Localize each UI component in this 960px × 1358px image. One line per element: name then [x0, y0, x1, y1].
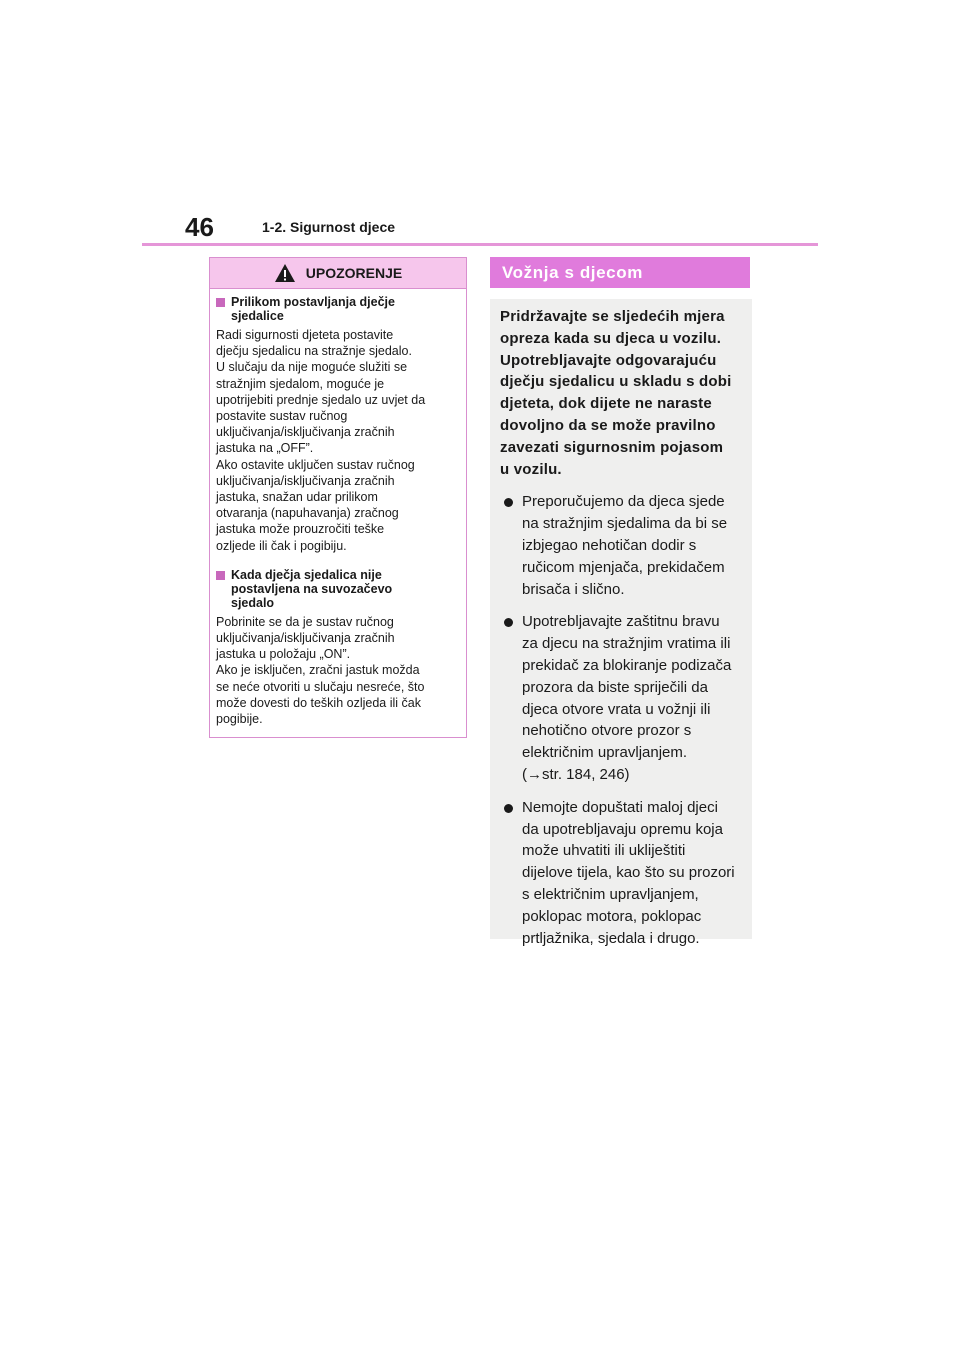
warning-item-heading	[216, 568, 460, 610]
warning-body	[210, 289, 466, 727]
bullet-text: Upotrebljavajte zaštitnu bravu za djecu na stražnjim vratima ili prekidač za blokiranje podizača prozora da biste spriječili da djeca otvore vrata u vožnji ili nehotično otvore prozor s električnim upravljanjem. (→str. 184, 246)	[522, 613, 732, 783]
warning-item-text: Pobrinite se da je sustav ručnog uključivanja/isključivanja zračnih jastuka u položaju „ON”. Ako je isključen, zračni jastuk možda se neće otvoriti u slučaju nesreće, što može dovesti do teških ozljeda ili čak pogibije.	[216, 614, 425, 727]
bullet-text: Nemojte dopuštati maloj djeci da upotrebljavaju opremu koja može uhvatiti ili ukliještiti dijelove tijela, kao što su prozori s električnim upravljanjem, poklopac motora, poklopac prtljažnika, sjedala i drugo.	[522, 798, 735, 947]
bullet-text: Preporučujemo da djeca sjede na stražnjim sjedalima da bi se izbjegao nehotičan dodir s ručicom mjenjača, prekidačem brisača i slično.	[522, 493, 728, 598]
warning-item-heading	[216, 295, 460, 323]
square-bullet-icon	[216, 571, 225, 580]
warning-triangle-icon	[274, 263, 296, 283]
square-bullet-icon	[216, 298, 225, 307]
bullet-item	[500, 797, 742, 950]
bullet-dot-icon	[504, 804, 513, 813]
bullet-dot-icon	[504, 618, 513, 627]
bullet-item	[500, 491, 742, 600]
warning-item-heading-text: Prilikom postavljanja dječje sjedalice	[231, 295, 395, 323]
section-title: 1-2. Sigurnost djece	[262, 219, 396, 235]
header-rule	[142, 243, 818, 246]
driving-panel	[490, 299, 752, 947]
bullet-item	[500, 611, 742, 785]
warning-header	[210, 258, 466, 289]
warning-item-heading-text: Kada dječja sjedalica nije postavljena na suvozačevo sjedalo	[231, 567, 393, 610]
warning-box	[209, 257, 467, 738]
driving-section-title: Vožnja s djecom	[502, 262, 643, 282]
warning-item	[216, 295, 460, 554]
driving-section-header	[490, 257, 750, 288]
warning-item-text: Radi sigurnosti djeteta postavite dječju sjedalicu na stražnje sjedalo. U slučaju da nije moguće služiti se stražnjim sjedalom, moguće je upotrijebiti prednje sjedalo uz uvjet da postavite sustav ručnog uključivanja/isključivanja zračnih jastuka na „OFF”. Ako ostavite uključen sustav ručnog uključivanja/isključivanja zračnih jastuka, snažan udar prilikom otvaranja (napuhavanja) zračnog jastuka može prouzročiti teške ozljede ili čak i pogibiju.	[216, 328, 426, 553]
page-number: 46	[185, 212, 214, 242]
warning-title: UPOZORENJE	[305, 265, 403, 281]
warning-item	[216, 568, 460, 727]
bullet-dot-icon	[504, 498, 513, 507]
driving-intro: Pridržavajte se sljedećih mjera opreza kada su djeca u vozilu. Upotrebljavajte odgovarajuću dječju sjedalicu u skladu s dobi djeteta, dok dijete ne naraste dovoljno da se može pravilno zavezati sigurnosnim pojasom u vozilu.	[500, 308, 732, 478]
